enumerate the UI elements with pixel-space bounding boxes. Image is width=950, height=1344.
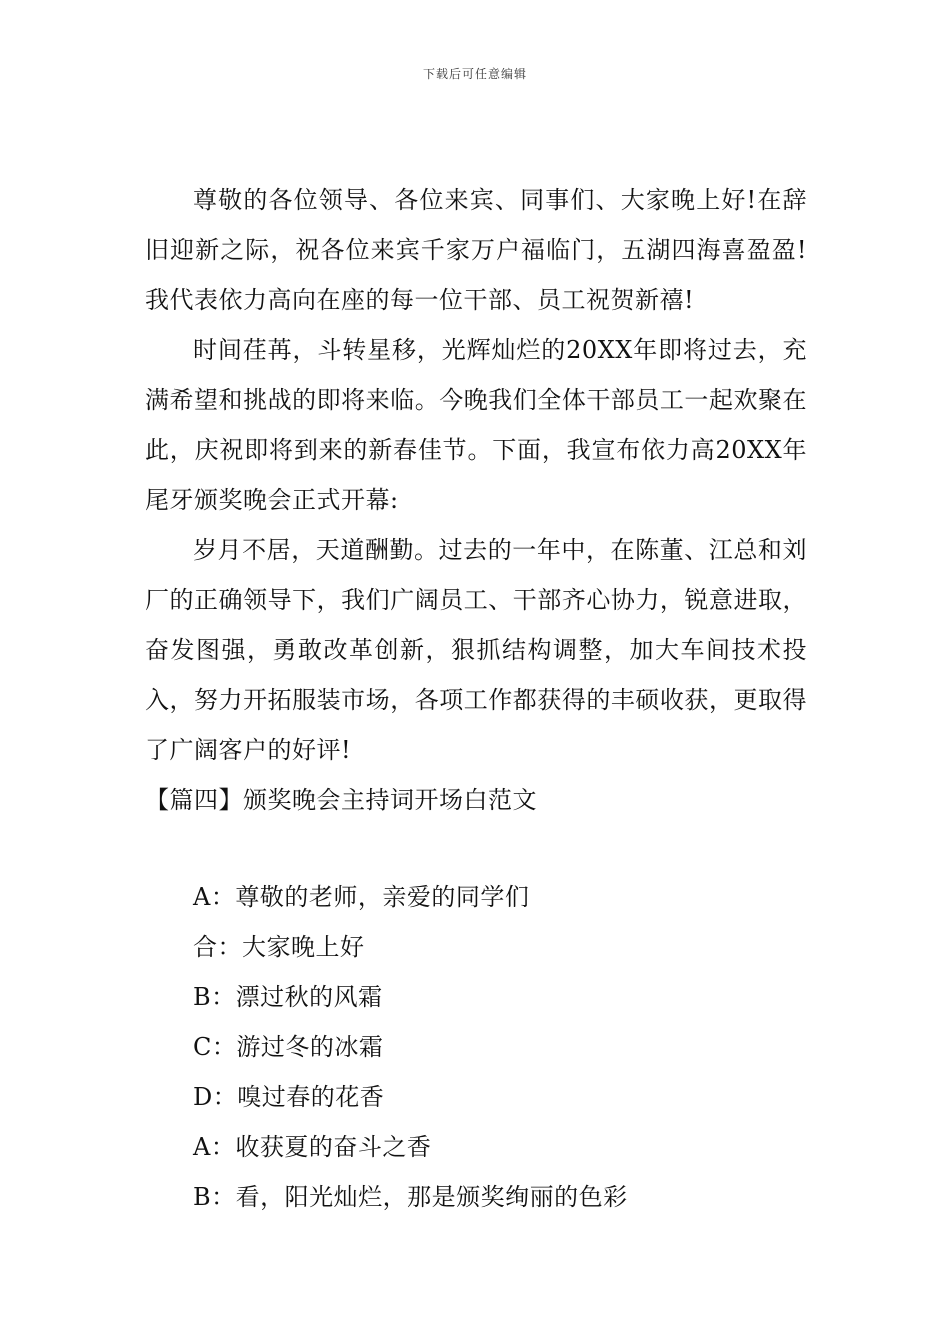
page-header-note: 下载后可任意编辑 [422,67,527,81]
dialogue-line: B：漂过秋的风霜 [193,983,383,1011]
section-title: 【篇四】颁奖晚会主持词开场白范文 [145,786,537,814]
paragraph-review: 岁月不居，天道酬勤。过去的一年中，在陈董、江总和刘厂的正确领导下，我们广阔员工、干部齐心协力，锐意进取，奋发图强，勇敢改革创新，狠抓结构调整，加大车间技术投入，努力开拓服装市场，各项工作都获得的丰硕收获，更取得了广阔客户的好评! [145,536,807,764]
dialogue-line: C：游过冬的冰霜 [193,1033,384,1061]
document-body [145,175,807,1222]
dialogue-line: D：嗅过春的花香 [193,1083,385,1111]
dialogue-line: A：尊敬的老师，亲爱的同学们 [193,883,530,911]
dialogue-line: B：看，阳光灿烂，那是颁奖绚丽的色彩 [193,1183,628,1211]
paragraph-greeting: 尊敬的各位领导、各位来宾、同事们、大家晚上好!在辞旧迎新之际，祝各位来宾千家万户福临门，五湖四海喜盈盈!我代表依力高向在座的每一位干部、员工祝贺新禧! [145,186,807,314]
dialogue-list [145,872,807,1222]
dialogue-line: A：收获夏的奋斗之香 [193,1133,432,1161]
dialogue-line: 合：大家晚上好 [193,933,365,961]
paragraph-opening: 时间荏苒，斗转星移，光辉灿烂的20XX年即将过去，充满希望和挑战的即将来临。今晚我们全体干部员工一起欢聚在此，庆祝即将到来的新春佳节。下面，我宣布依力高20XX年尾牙颁奖晚会正式开幕: [145,336,807,514]
